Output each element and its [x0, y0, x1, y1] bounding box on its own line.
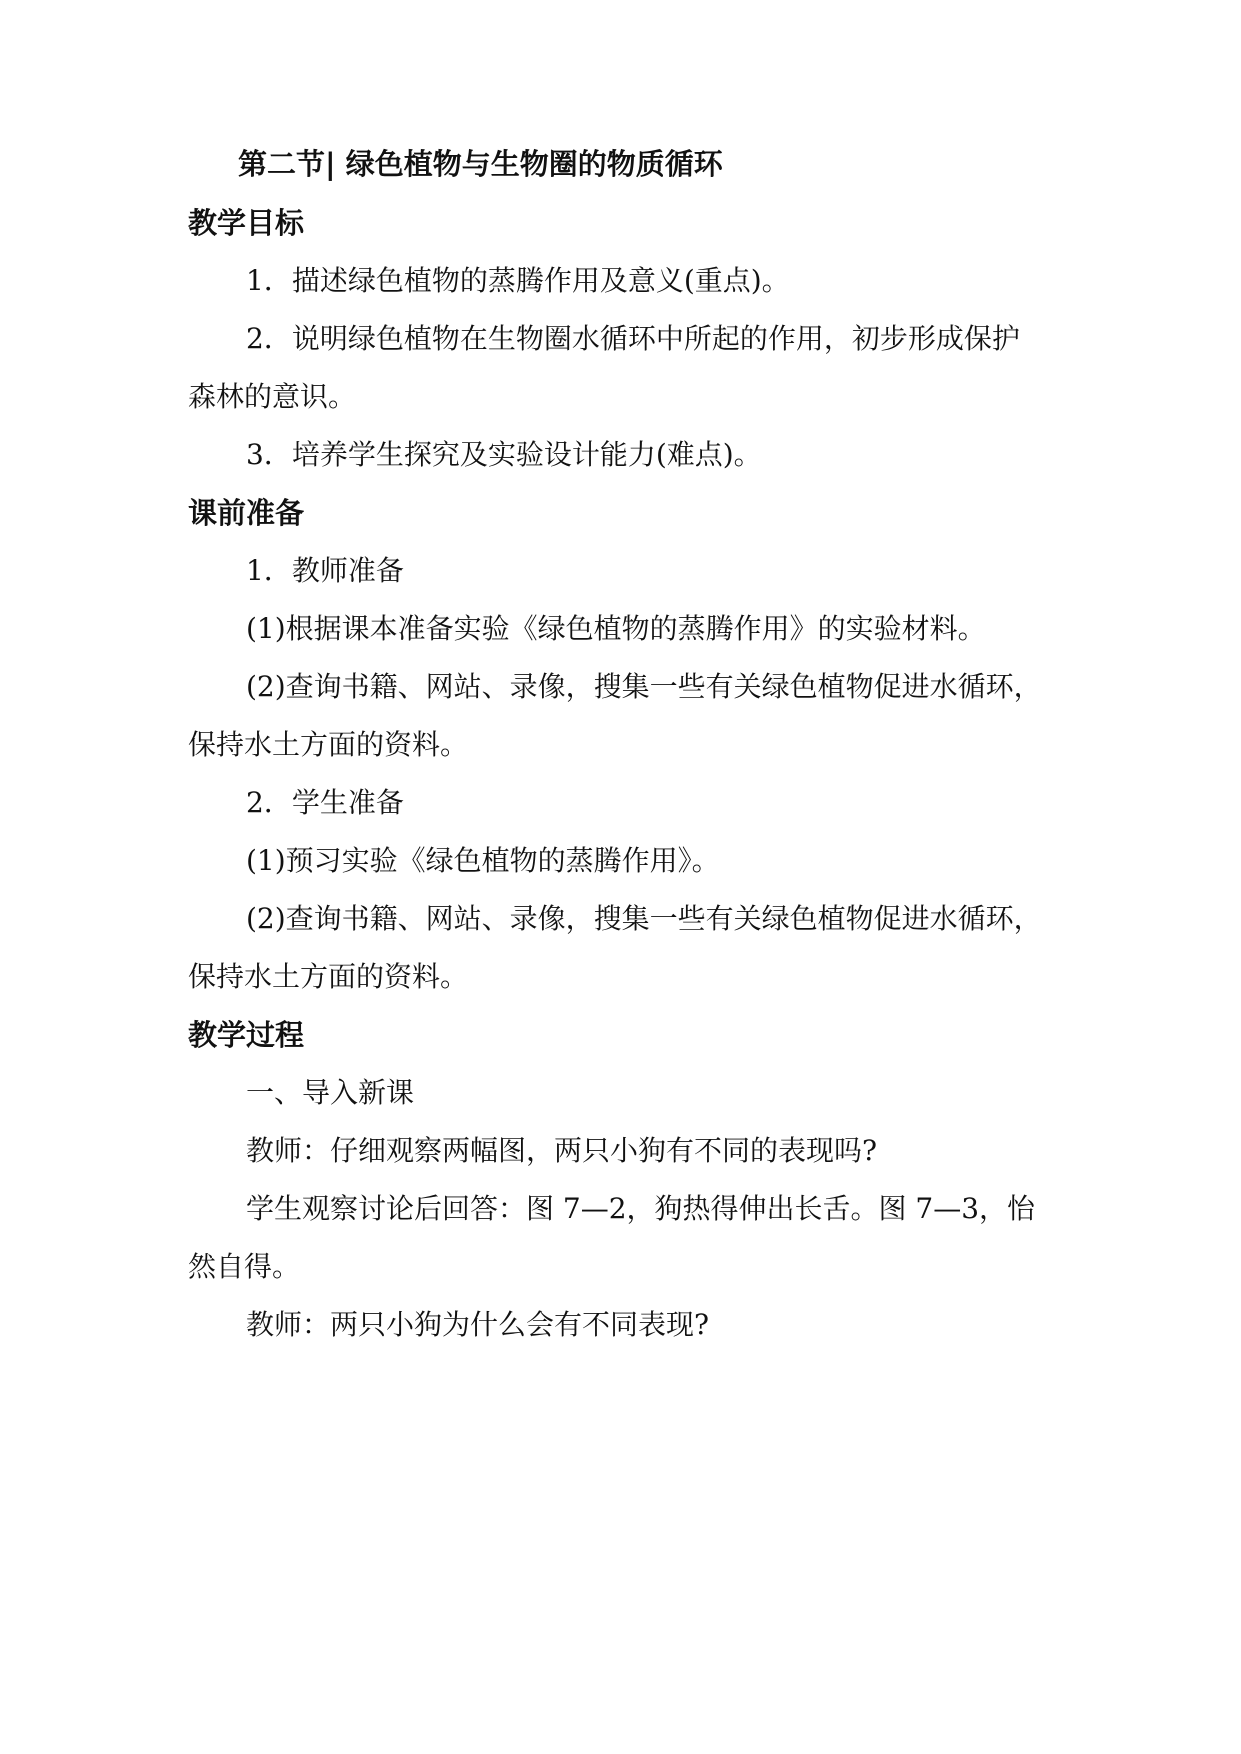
student-prep-item-2-line-2: 保持水土方面的资料。 — [188, 960, 469, 993]
objective-item-2-line-1: 2．说明绿色植物在生物圈水循环中所起的作用，初步形成保护 — [246, 322, 1020, 355]
teacher-prep-item-2-line-2: 保持水土方面的资料。 — [188, 728, 469, 761]
objective-item-3: 3．培养学生探究及实验设计能力(难点)。 — [246, 438, 762, 471]
teacher-prep-item-2-line-1: (2)查询书籍、网站、录像，搜集一些有关绿色植物促进水循环， — [246, 670, 1042, 703]
process-paragraph-1: 教师：仔细观察两幅图，两只小狗有不同的表现吗? — [246, 1134, 878, 1167]
process-paragraph-2-line-2: 然自得。 — [188, 1250, 301, 1283]
process-paragraph-2-line-1: 学生观察讨论后回答：图 7—2，狗热得伸出长舌。图 7—3，怡 — [246, 1192, 1036, 1225]
objective-item-1: 1．描述绿色植物的蒸腾作用及意义(重点)。 — [246, 264, 790, 297]
section-heading-process: 教学过程 — [188, 1018, 305, 1052]
teacher-prep-label: 1．教师准备 — [246, 554, 404, 587]
process-paragraph-3: 教师：两只小狗为什么会有不同表现? — [246, 1308, 710, 1341]
section-heading-objectives: 教学目标 — [188, 206, 305, 240]
process-step-1: 一、导入新课 — [246, 1076, 415, 1109]
student-prep-item-2-line-1: (2)查询书籍、网站、录像，搜集一些有关绿色植物促进水循环， — [246, 902, 1042, 935]
teacher-prep-item-1: (1)根据课本准备实验《绿色植物的蒸腾作用》的实验材料。 — [246, 612, 986, 645]
student-prep-label: 2．学生准备 — [246, 786, 404, 819]
objective-item-2-line-2: 森林的意识。 — [188, 380, 357, 413]
section-heading-preparation: 课前准备 — [188, 496, 305, 530]
page-title: 第二节| 绿色植物与生物圈的物质循环 — [238, 147, 723, 181]
student-prep-item-1: (1)预习实验《绿色植物的蒸腾作用》。 — [246, 844, 720, 877]
